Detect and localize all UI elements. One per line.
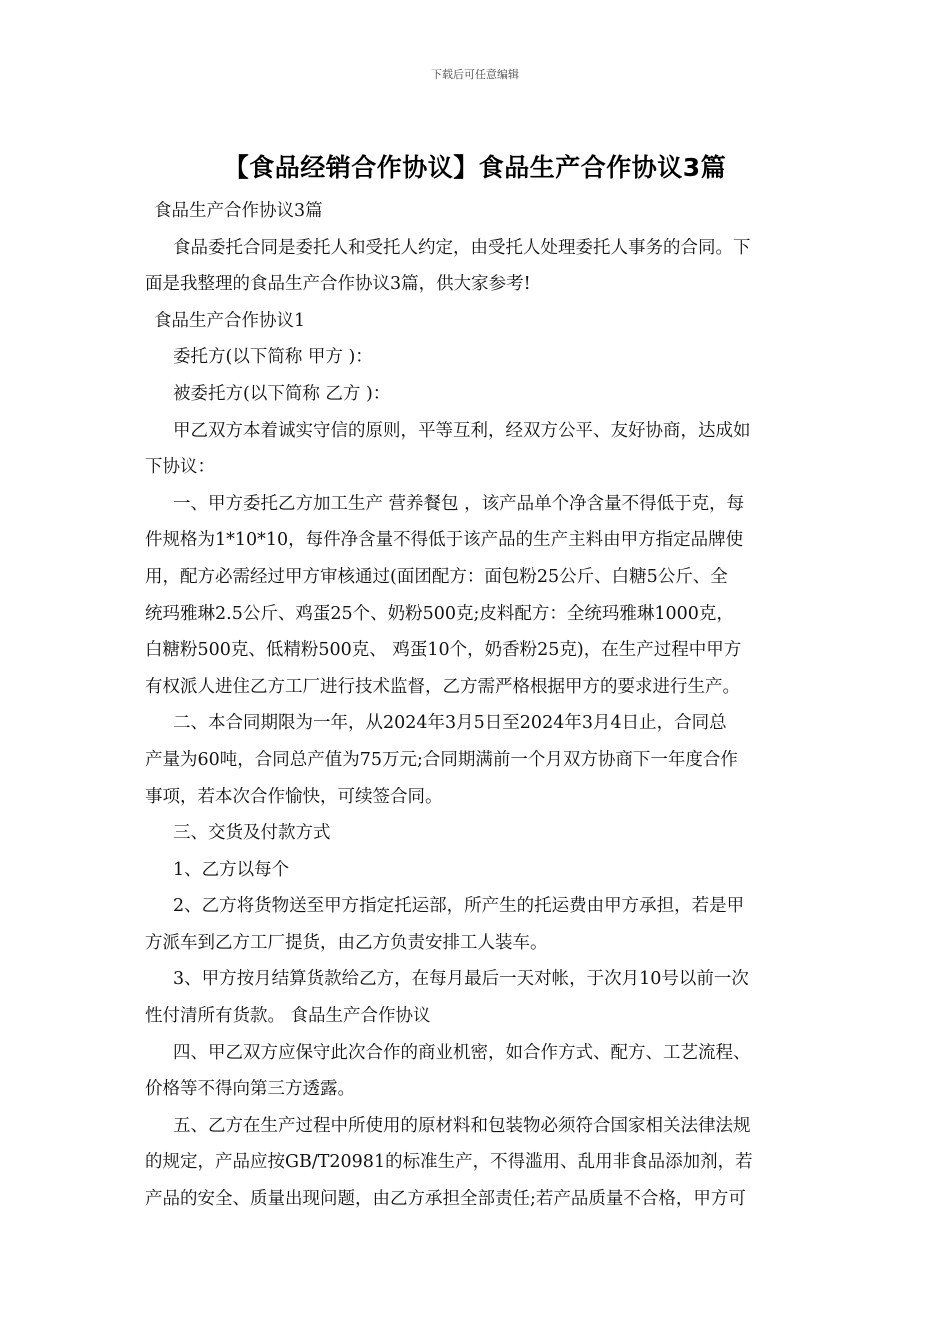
paragraph-line: 五、乙方在生产过程中所使用的原材料和包装物必须符合国家相关法律法规 [173,1115,751,1136]
paragraph-line: 统玛雅琳2.5公斤、鸡蛋25个、奶粉500克;皮料配方：全统玛雅琳1000克， [145,603,734,624]
paragraph-line: 件规格为1*10*10，每件净含量不得低于该产品的生产主料由甲方指定品牌使 [145,530,744,551]
paragraph-line: 1、乙方以每个 [173,859,290,880]
subtitle-line: 食品生产合作协议3篇 [154,201,323,221]
paragraph-line: 白糖粉500克、低精粉500克、 鸡蛋10个，奶香粉25克)，在生产过程中甲方 [145,640,742,661]
paragraph-line: 下协议： [145,457,215,478]
paragraph-line: 产量为60吨，合同总产值为75万元;合同期满前一个月双方协商下一年度合作 [145,749,738,770]
paragraph-line: 产品的安全、质量出现问题，由乙方承担全部责任;若产品质量不合格，甲方可 [145,1189,746,1210]
paragraph-line: 委托方(以下简称 甲方 )： [173,347,373,368]
document-title: 【食品经销合作协议】食品生产合作协议3篇 [223,153,727,182]
page-header-note: 下载后可任意编辑 [431,68,519,81]
paragraph-line: 面是我整理的食品生产合作协议3篇，供大家参考! [145,274,531,295]
paragraph-line: 方派车到乙方工厂提货，由乙方负责安排工人装车。 [145,932,548,953]
paragraph-line: 二、本合同期限为一年，从2024年3月5日至2024年3月4日止，合同总 [173,713,727,734]
paragraph-line: 用，配方必需经过甲方审核通过(面团配方：面包粉25公斤、白糖5公斤、全 [145,566,728,587]
paragraph-line: 的规定，产品应按GB/T20981的标准生产，不得滥用、乱用非食品添加剂，若 [145,1152,753,1173]
paragraph-line: 性付清所有货款。 食品生产合作协议 [145,1006,431,1027]
paragraph-line: 价格等不得向第三方透露。 [145,1079,355,1100]
paragraph-line: 三、交货及付款方式 [173,823,331,844]
paragraph-line: 3、甲方按月结算货款给乙方，在每月最后一天对帐，于次月10号以前一次 [173,969,749,990]
paragraph-line: 甲乙双方本着诚实守信的原则，平等互利，经双方公平、友好协商，达成如 [173,420,751,441]
paragraph-line: 有权派人进住乙方工厂进行技术监督，乙方需严格根据甲方的要求进行生产。 [145,676,740,697]
paragraph-line: 被委托方(以下简称 乙方 )： [173,383,391,404]
document-body [145,193,813,1218]
section-heading: 食品生产合作协议1 [154,310,306,331]
paragraph-line: 食品委托合同是委托人和受托人约定，由受托人处理委托人事务的合同。下 [173,237,751,258]
paragraph-line: 四、甲乙双方应保守此次合作的商业机密，如合作方式、配方、工艺流程、 [173,1042,751,1063]
paragraph-line: 一、甲方委托乙方加工生产 营养餐包 ，该产品单个净含量不得低于克，每 [173,493,745,514]
paragraph-line: 2、乙方将货物送至甲方指定托运部，所产生的托运费由甲方承担，若是甲 [173,896,745,917]
paragraph-line: 事项，若本次合作愉快，可续签合同。 [145,786,443,807]
